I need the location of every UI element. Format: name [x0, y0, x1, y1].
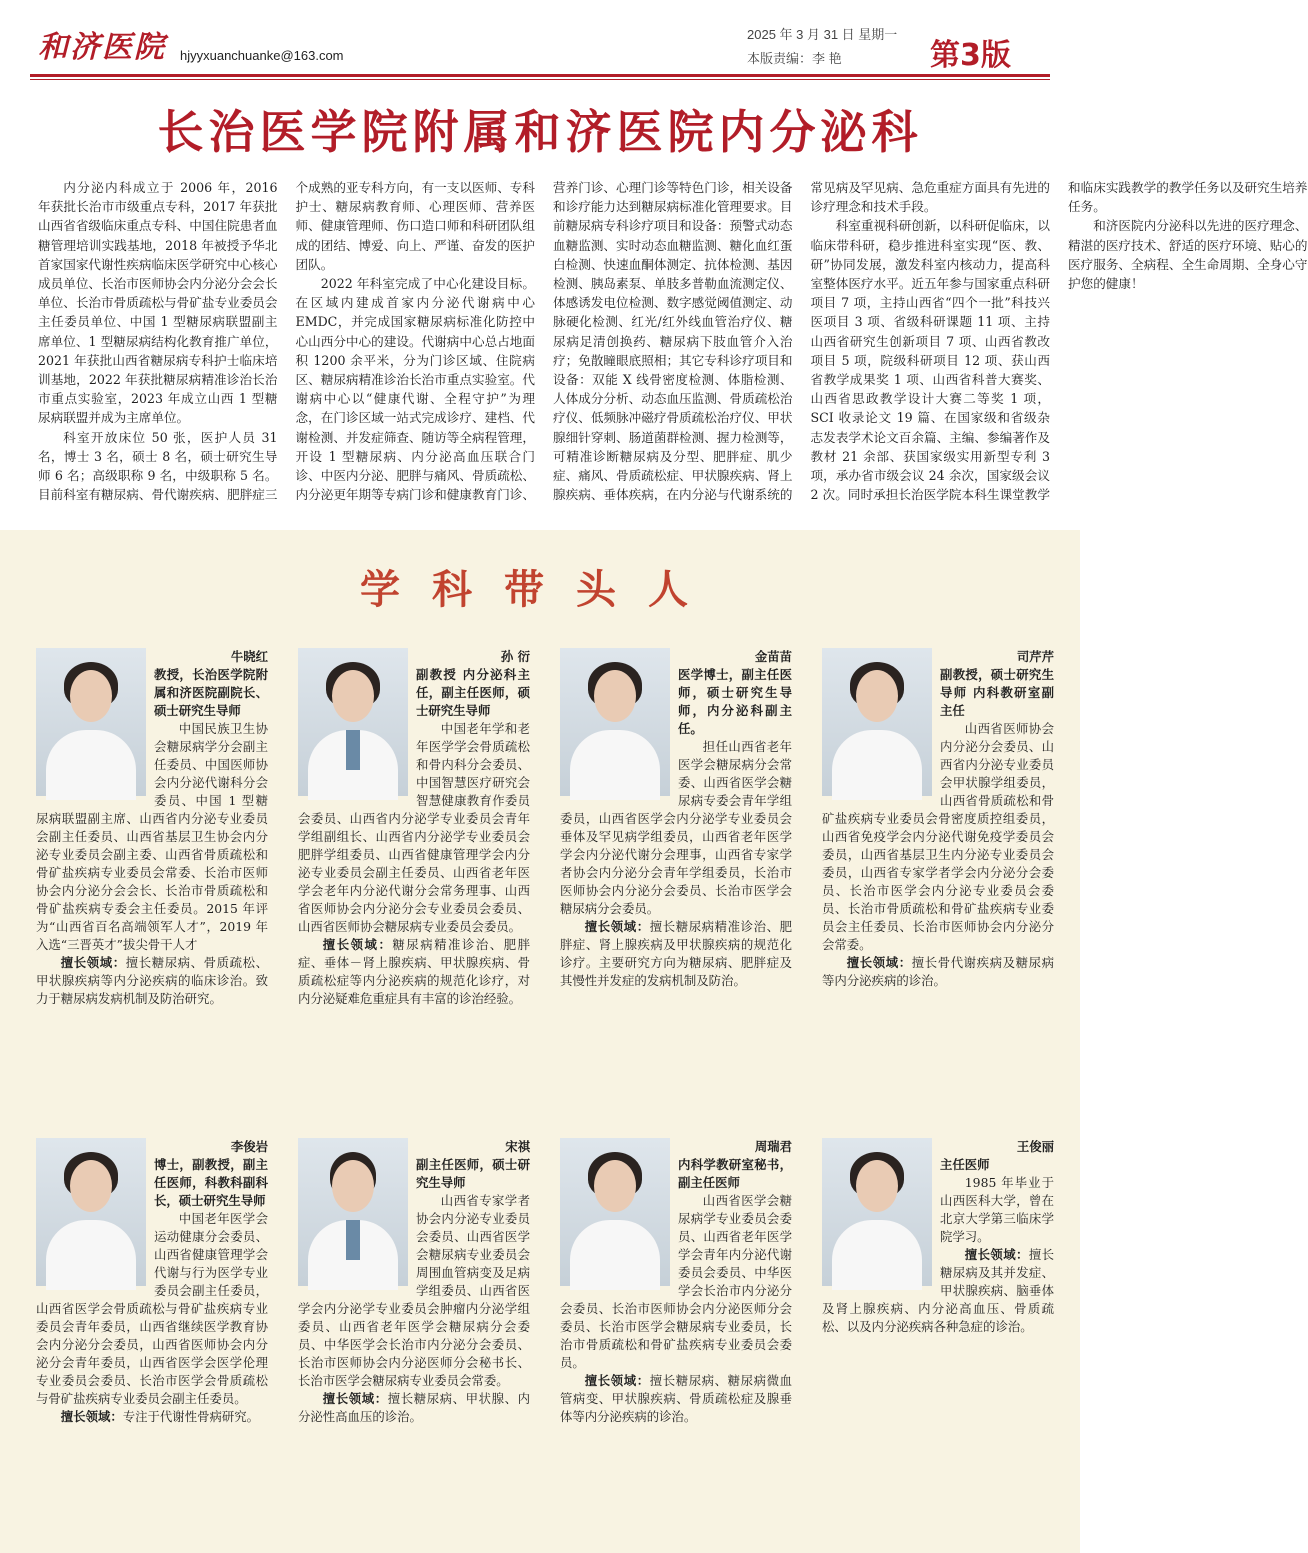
specialty-label: 擅长领域：	[584, 1373, 650, 1388]
specialty-text: 专注于代谢性骨病研究。	[122, 1409, 260, 1424]
specialty-label: 擅长领域：	[846, 955, 912, 970]
doctor-specialty	[298, 936, 530, 1008]
intro-paragraph: 科室开放床位 50 张，医护人员 31 名，博士 3 名，硕士 8 名，硕士研究生导师 6 名；高级职称 9 名，中级职称 5 名。目前科室有糖尿病、骨代谢疾病、肥胖症三个成熟的亚专科方向，有一支以医师、专科护士、糖尿病教育师、心理医师、营养医师、健康管理师、伤口造口师和科研团队组成的团结、博爱、向上、严谨、奋发的医护团队。	[38, 180, 535, 503]
doctor-photo	[36, 648, 146, 796]
doctor-card	[822, 1138, 1054, 1336]
masthead	[0, 0, 1080, 78]
specialty-label: 擅长领域：	[60, 1409, 123, 1424]
doctor-title: 医学博士，副主任医师，硕士研究生导师，内分泌科副主任。	[678, 667, 792, 736]
doctor-name: 李俊岩	[230, 1139, 268, 1154]
doctor-specialty	[822, 954, 1054, 990]
doctor-title: 内科学教研室秘书，副主任医师	[678, 1157, 792, 1190]
doctor-name: 金苗苗	[754, 649, 792, 664]
doctor-name: 牛晓红	[230, 649, 268, 664]
doctor-title: 副教授 内分泌科主任，副主任医师，硕士研究生导师	[416, 667, 530, 718]
doctor-bio: 中国老年学和老年医学学会骨质疏松和骨内科分会委员、中国智慧医疗研究会智慧健康教育作委员会委员、山西省内分泌学专业委员会青年学组副组长、山西省内分泌学专业委员会肥胖学组委员、山西省健康管理学会内分泌专业委员会副主任委员、山西省老年医学会老年内分泌代谢分会常务理事、山西省医师协会内分泌分会专业委员会委员、山西省医师协会糖尿病专业委员会委员。	[298, 721, 530, 934]
doctor-title: 教授，长治医学院附属和济医院副院长、硕士研究生导师	[154, 667, 268, 718]
doctor-title: 副主任医师，硕士研究生导师	[416, 1157, 530, 1190]
specialty-label: 擅长领域：	[964, 1247, 1029, 1262]
doctor-title: 博士，副教授，副主任医师，科教科副科长，硕士研究生导师	[154, 1157, 268, 1208]
issue-date: 2025 年 3 月 31 日 星期一	[747, 27, 898, 42]
doctor-name: 孙 衍	[500, 649, 530, 664]
contact-email[interactable]: hjyyxuanchuanke@163.com	[180, 48, 344, 63]
doctor-photo	[822, 1138, 932, 1286]
specialty-text: 擅长糖尿病及其并发症、甲状腺疾病、脑垂体及肾上腺疾病、内分泌高血压、骨质疏松、以及内分泌疾病各种急症的诊治。	[822, 1247, 1055, 1334]
doctor-name: 周瑞君	[754, 1139, 792, 1154]
specialty-label: 擅长领域：	[60, 955, 126, 970]
doctor-photo	[298, 1138, 408, 1286]
doctor-card	[822, 648, 1054, 990]
edition-number: 第3版	[930, 38, 1011, 73]
doctor-specialty	[36, 1408, 268, 1426]
doctor-photo	[560, 648, 670, 796]
specialty-text: 糖尿病精准诊治、肥胖症、垂体－肾上腺疾病、甲状腺疾病、骨质疏松症等内分泌疾病的规范化诊疗，对内分泌疑难危重症具有丰富的诊治经验。	[298, 937, 531, 1006]
specialty-text: 擅长骨代谢疾病及糖尿病等内分泌疾病的诊治。	[822, 955, 1054, 988]
specialty-label: 擅长领域：	[322, 1391, 388, 1406]
doctor-photo	[298, 648, 408, 796]
specialty-label: 擅长领域：	[584, 919, 650, 934]
doctor-photo	[36, 1138, 146, 1286]
doctor-name: 宋祺	[505, 1139, 530, 1154]
specialty-label: 擅长领域：	[322, 937, 393, 952]
doctor-bio: 山西省专家学者协会内分泌专业委员会委员、山西省医学会糖尿病专业委员会周围血管病变及足病学组委员、山西省医学会内分泌学专业委员会肿瘤内分泌学组委员、山西省老年医学会糖尿病分会委员、中华医学会长治市内分泌分会委员、长治市医师协会内分泌医师分会秘书长、长治市医学会糖尿病专业委员会常委。	[298, 1193, 530, 1388]
newspaper-logo: 和济医院	[38, 30, 166, 65]
specialty-text: 擅长糖尿病、糖尿病微血管病变、甲状腺疾病、骨质疏松症及腺垂体等内分泌疾病的诊治。	[560, 1373, 792, 1424]
doctor-bio: 担任山西省老年医学会糖尿病分会常委、山西省医学会糖尿病专委会青年学组委员，山西省医学会内分泌学专业委员会垂体及罕见病学组委员，山西省老年医学学会内分泌代谢分会理事，山西省专家学者协会内分泌分会青年学组委员，长治市医师协会内分泌分会委员、长治市医学会糖尿病分会委员。	[560, 739, 792, 916]
doctor-card	[36, 648, 268, 1008]
doctor-name: 司芹芹	[1016, 649, 1054, 664]
department-introduction	[38, 178, 1308, 518]
page-editor: 本版责编：李 艳	[747, 51, 842, 66]
section-title: 学科带头人	[360, 566, 720, 613]
intro-paragraph: 科室重视科研创新，以科研促临床，以临床带科研，稳步推进科室实现“医、教、研”协同发展，激发科室内核动力，提高科室整体医疗水平。近五年参与国家重点科研项目 7 项，主持山西省“四个一批”科技兴医项目 3 项、省级科研课题 11 项、主持山西省研究生创新项目 7 项、山西省教改项目 5 项，院级科研项目 12 项、获山西省教学成果奖 1 项、山西省科普大赛奖、山西省思政教学设计大赛二等奖 1 项，SCI 收录论文 19 篇、在国家级和省级杂志发表学术论文百余篇、主编、参编著作及教材 21 余部、获国家级实用新型专利 3 项，承办省市级会议 24 余次，国家级会议 2 次。同时承担长治医学院本科生课堂教学和临床实践教学的教学任务以及研究生培养任务。	[810, 180, 1308, 503]
specialty-text: 擅长糖尿病、甲状腺、内分泌性高血压的诊治。	[298, 1391, 530, 1424]
header-divider-thin	[30, 79, 1050, 80]
doctor-specialty	[560, 1372, 792, 1426]
doctor-specialty	[560, 918, 792, 990]
doctor-card	[560, 1138, 792, 1426]
doctor-specialty	[36, 954, 268, 1008]
doctor-photo	[822, 648, 932, 796]
doctor-name: 王俊丽	[1016, 1139, 1054, 1154]
specialty-text: 擅长糖尿病、骨质疏松、甲状腺疾病等内分泌疾病的临床诊治。致力于糖尿病发病机制及防治研究。	[36, 955, 268, 1006]
intro-paragraph: 内分泌内科成立于 2006 年，2016 年获批长治市市级重点专科，2017 年获批山西省省级临床重点专科、中国住院患者血糖管理培训实践基地，2018 年被授予华北首家国家代谢性疾病临床医学研究中心核心成员单位、长治市医师协会内分泌分会会长单位、长治市骨质疏松与骨矿盐专业委员会主任委员单位、中国 1 型糖尿病联盟副主席单位、1 型糖尿病结构化教育推广单位，2021 年获批山西省糖尿病专科护士临床培训基地，2022 年获批糖尿病精准诊治长治市重点实验室，2023 年成立山西 1 型糖尿病联盟并成为主席单位。	[38, 180, 278, 426]
doctor-card	[36, 1138, 268, 1426]
doctor-bio: 中国老年医学会运动健康分会委员、山西省健康管理学会代谢与行为医学专业委员会副主任委员，山西省医学会骨质疏松与骨矿盐疾病专业委员会青年委员，山西省继续医学教育协会内分泌分会委员，山西省医师协会内分泌分会青年委员，山西省医学会医学伦理专业委员会委员、长治市医学会骨质疏松与骨矿盐疾病专业委员会副主任委员。	[36, 1211, 268, 1406]
doctor-card	[298, 1138, 530, 1426]
doctor-bio: 山西省医师协会内分泌分会委员、山西省内分泌专业委员会甲状腺学组委员，山西省骨质疏松和骨矿盐疾病专业委员会骨密度质控组委员，山西省免疫学会内分泌代谢免疫学委员会委员，山西省基层卫生内分泌专业委员会委员，山西省专家学者学会内分泌分会委员、长治市医学会内分泌专业委员会委员、长治市骨质疏松和骨矿盐疾病专业委员会主任委员、长治市医师协会内分泌分会常委。	[822, 721, 1054, 952]
header-divider	[30, 74, 1050, 77]
intro-paragraph: 2022 年科室完成了中心化建设目标。在区域内建成首家内分泌代谢病中心 EMDC，并完成国家糖尿病标准化防控中心山西分中心的建设。代谢病中心总占地面积 1200 余平米，分为门诊区域、住院病区、糖尿病精准诊治长治市重点实验室。代谢病中心以“健康代谢、全程守护”为理念，在门诊区域一站式完成诊疗、建档、代谢检测、并发症筛查、随访等全病程管理，开设 1 型糖尿病、内分泌高血压联合门诊、中医内分泌、肥胖与痛风、骨质疏松、内分泌更年期等专病门诊和健康教育门诊、营养门诊、心理门诊等特色门诊，相关设备和诊疗能力达到糖尿病标准化管理要求。目前糖尿病专科诊疗项目和设备：预警式动态血糖监测、实时动态血糖监测、糖化血红蛋白检测、快速血酮体测定、抗体检测、基因检测、胰岛素泵、单肢多普勒血流测定仪、体感诱发电位检测、数字感觉阈值测定、动脉硬化检测、红光/红外线血管治疗仪、糖尿病足清创换药、糖尿病下肢血管介入治疗；免散瞳眼底照相；其它专科诊疗项目和设备：双能 X 线骨密度检测、体脂检测、人体成分分析、动态血压监测、骨质疏松治疗仪、低频脉冲磁疗骨质疏松治疗仪、甲状腺细针穿刺、肠道菌群检测、握力检测等，可精准诊断糖尿病及分型、肥胖症、肌少症、痛风、骨质疏松症、甲状腺疾病、肾上腺疾病、垂体疾病，在内分泌与代谢系统的常见病及罕见病、急危重症方面具有先进的诊疗理念和技术手段。	[295, 180, 1050, 503]
doctor-photo	[560, 1138, 670, 1286]
doctor-specialty	[298, 1390, 530, 1426]
doctor-card	[560, 648, 792, 990]
intro-paragraph: 和济医院内分泌科以先进的医疗理念、精湛的医疗技术、舒适的医疗环境、贴心的医疗服务、全病程、全生命周期、全身心守护您的健康！	[1068, 218, 1308, 292]
specialty-text: 擅长糖尿病精准诊治、肥胖症、肾上腺疾病及甲状腺疾病的规范化诊疗。主要研究方向为糖尿病、肥胖症及其慢性并发症的发病机制及防治。	[560, 919, 792, 988]
doctor-bio: 山西省医学会糖尿病学专业委员会委员、山西省老年医学学会青年内分泌代谢委员会委员、中华医学会长治市内分泌分会委员、长治市医师协会内分泌医师分会委员、长治市医学会糖尿病专业委员，长治市骨质疏松和骨矿盐疾病专业委员会委员。	[560, 1193, 792, 1370]
doctor-bio: 中国民族卫生协会糖尿病学分会副主任委员、中国医师协会内分泌代谢科分会委员、中国 1 型糖尿病联盟副主席、山西省内分泌专业委员会副主任委员、山西省基层卫生协会内分泌专业委员会副主委、山西省骨质疏松和骨矿盐疾病专业委员会常委、长治市医师协会内分泌分会会长、长治市骨质疏松和骨矿盐疾病专委会主任委员。2015 年评为“山西省百名高端领军人才”，2019 年入选“三晋英才”拔尖骨干人才	[36, 721, 268, 952]
doctor-card	[298, 648, 530, 1008]
doctor-title: 主任医师	[940, 1157, 990, 1172]
doctor-title: 副教授，硕士研究生导师 内科教研室副主任	[940, 667, 1054, 718]
doctor-bio: 1985 年毕业于山西医科大学，曾在北京大学第三临床学院学习。	[940, 1175, 1054, 1244]
page-headline: 长治医学院附属和济医院内分泌科	[157, 105, 923, 159]
